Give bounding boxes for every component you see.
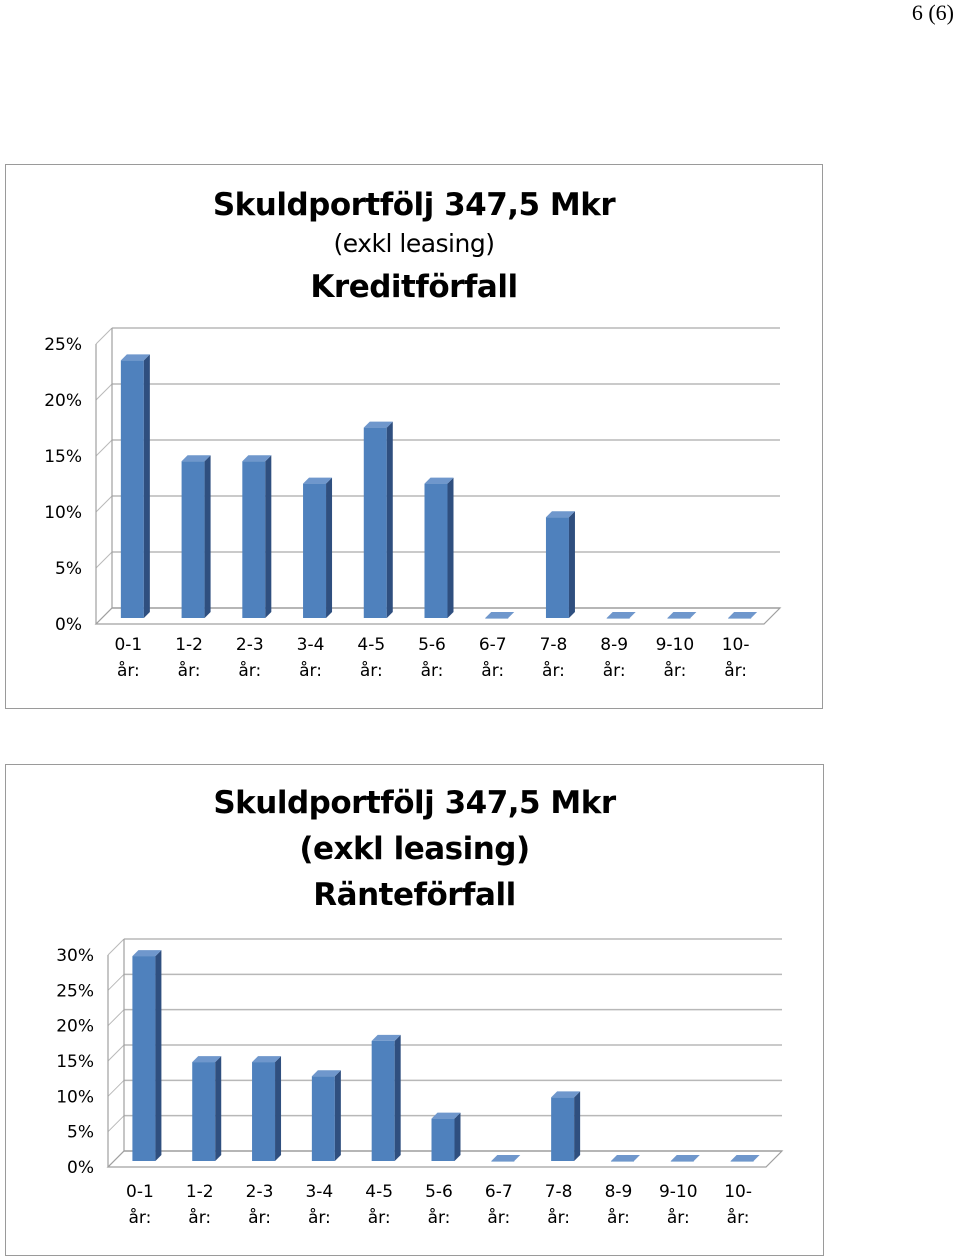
- x-tick-label: 0-1: [126, 1182, 154, 1202]
- x-tick-label-unit: år:: [367, 1208, 391, 1228]
- chart-plot-svg: [6, 165, 824, 710]
- bar-front: [252, 1062, 275, 1161]
- x-tick-label-unit: år:: [128, 1208, 152, 1228]
- gridline-depth: [108, 1116, 124, 1132]
- chart-title-line-2: (exkl leasing): [299, 831, 530, 867]
- bar-front: [182, 461, 205, 618]
- x-tick-label-unit: år:: [188, 1208, 212, 1228]
- chart-title-line-1: Skuldportfölj 347,5 Mkr: [212, 187, 616, 223]
- bar: [607, 612, 636, 619]
- y-tick-label: 0%: [55, 615, 82, 635]
- x-tick-label: 1-2: [185, 1182, 214, 1202]
- bar: [485, 612, 514, 619]
- y-tick-label: 20%: [56, 1016, 94, 1037]
- bar-front: [303, 484, 326, 618]
- x-tick-label: 2-3: [245, 1182, 274, 1202]
- bar-top: [611, 1155, 640, 1161]
- gridline-depth: [96, 440, 112, 456]
- bar-front: [607, 618, 630, 619]
- bar-front: [132, 956, 155, 1161]
- bar: [372, 1035, 401, 1161]
- bar-side: [569, 511, 575, 618]
- bar-top: [667, 612, 696, 618]
- y-tick-label: 5%: [55, 559, 82, 579]
- x-tick-label: 4-5: [357, 635, 386, 655]
- x-tick-label-unit: år:: [607, 1208, 630, 1228]
- y-tick-label: 30%: [56, 946, 94, 966]
- gridline-depth: [108, 974, 124, 990]
- y-tick-label: 5%: [67, 1122, 94, 1143]
- bar: [731, 1155, 760, 1162]
- bar: [132, 950, 161, 1161]
- bar-front: [611, 1161, 634, 1162]
- gridline-depth: [108, 1045, 124, 1061]
- x-tick-label-unit: år:: [666, 1208, 690, 1228]
- x-tick-label-unit: år:: [177, 661, 201, 681]
- bar-side: [326, 478, 332, 618]
- x-tick-label-unit: år:: [359, 661, 383, 681]
- bar-front: [551, 1097, 574, 1161]
- y-tick-label: 15%: [56, 1052, 94, 1072]
- bar-front: [372, 1041, 395, 1161]
- x-tick-label-unit: år:: [487, 1208, 511, 1228]
- x-tick-label-unit: år:: [420, 661, 444, 681]
- bar-front: [192, 1062, 215, 1161]
- bar: [312, 1070, 341, 1161]
- chart-plot-svg: [6, 765, 825, 1257]
- x-tick-label: 7-8: [539, 635, 568, 655]
- x-tick-label: 1-2: [175, 635, 203, 655]
- bar-front: [242, 461, 265, 618]
- x-tick-label: 3-4: [305, 1182, 334, 1202]
- x-tick-label-unit: år:: [248, 1208, 271, 1228]
- bar: [551, 1091, 580, 1161]
- y-tick-label: 10%: [56, 1087, 94, 1108]
- bar-front: [485, 618, 508, 619]
- bar-side: [387, 422, 393, 618]
- x-tick-label: 0-1: [114, 635, 143, 655]
- x-tick-label-unit: år:: [726, 1208, 750, 1228]
- bar-front: [728, 618, 751, 619]
- bar-top: [671, 1155, 700, 1161]
- bar-side: [574, 1091, 580, 1161]
- y-tick-label: 15%: [44, 447, 82, 467]
- bar-front: [312, 1076, 335, 1161]
- bar-side: [448, 478, 454, 618]
- x-tick-label: 10-: [724, 1182, 752, 1202]
- bar: [671, 1155, 700, 1162]
- bar: [364, 422, 393, 618]
- bar-front: [432, 1119, 455, 1161]
- bar-front: [121, 360, 144, 618]
- gridline-depth: [96, 552, 112, 568]
- y-tick-label: 20%: [44, 391, 82, 411]
- bar-front: [491, 1161, 514, 1162]
- chart-title-line-2: (exkl leasing): [333, 229, 495, 258]
- bar: [728, 612, 757, 619]
- bar: [121, 354, 150, 618]
- bar-front: [667, 618, 690, 619]
- chart-ranteforfall: [5, 764, 824, 1256]
- gridline-depth: [108, 939, 124, 955]
- bar-top: [607, 612, 636, 618]
- x-tick-label: 4-5: [365, 1182, 394, 1202]
- bar-top: [728, 612, 757, 618]
- page-number: 6 (6): [911, 0, 954, 25]
- gridline-depth: [108, 1010, 124, 1026]
- chart-title-line-3: Ränteförfall: [313, 877, 516, 913]
- x-tick-label-unit: år:: [116, 661, 140, 681]
- bar-side: [144, 354, 150, 618]
- bar: [182, 455, 211, 618]
- x-tick-label: 2-3: [235, 635, 264, 655]
- bar-front: [425, 484, 448, 618]
- bar: [667, 612, 696, 619]
- x-tick-label: 6-7: [484, 1182, 513, 1202]
- bar-side: [455, 1113, 461, 1161]
- x-tick-label: 5-6: [418, 635, 446, 655]
- bar: [252, 1056, 281, 1161]
- x-tick-label: 8-9: [604, 1182, 633, 1202]
- y-tick-label: 25%: [44, 335, 82, 355]
- bar-side: [215, 1056, 221, 1161]
- y-tick-label: 10%: [44, 503, 82, 523]
- bar-top: [485, 612, 514, 618]
- bar-front: [546, 517, 569, 618]
- bar: [432, 1113, 461, 1161]
- gridline-depth: [96, 384, 112, 400]
- x-tick-label: 7-8: [544, 1182, 573, 1202]
- chart-title-line-1: Skuldportfölj 347,5 Mkr: [213, 785, 616, 821]
- x-tick-label: 8-9: [600, 635, 629, 655]
- bar-top: [491, 1155, 520, 1161]
- gridline-depth: [96, 328, 112, 344]
- x-tick-label: 9-10: [658, 1182, 698, 1202]
- x-tick-label-unit: år:: [481, 661, 505, 681]
- gridline-depth: [96, 496, 112, 512]
- chart-kreditforfall: [5, 164, 823, 709]
- y-tick-label: 25%: [56, 981, 94, 1002]
- x-tick-label: 3-4: [296, 635, 325, 655]
- bar: [303, 478, 332, 618]
- bar-front: [364, 428, 387, 618]
- gridline-depth: [108, 1080, 124, 1096]
- bar-front: [731, 1161, 754, 1162]
- x-tick-label-unit: år:: [238, 661, 262, 681]
- x-tick-label: 9-10: [655, 635, 695, 655]
- chart-title-line-3: Kreditförfall: [310, 269, 518, 305]
- bar-side: [395, 1035, 401, 1161]
- bar: [192, 1056, 221, 1161]
- x-tick-label: 10-: [721, 635, 750, 655]
- bar-side: [205, 455, 211, 618]
- x-tick-label: 5-6: [425, 1182, 453, 1202]
- bar-front: [671, 1161, 694, 1162]
- bar: [491, 1155, 520, 1162]
- bar: [425, 478, 454, 618]
- x-tick-label-unit: år:: [547, 1208, 571, 1228]
- bar-top: [731, 1155, 760, 1161]
- x-tick-label-unit: år:: [602, 661, 626, 681]
- bar: [611, 1155, 640, 1162]
- x-tick-label-unit: år:: [307, 1208, 331, 1228]
- bar-side: [335, 1070, 341, 1161]
- bar-side: [155, 950, 161, 1161]
- x-tick-label-unit: år:: [724, 661, 748, 681]
- x-tick-label: 6-7: [478, 635, 507, 655]
- x-tick-label-unit: år:: [299, 661, 322, 681]
- bar: [242, 455, 271, 618]
- y-tick-label: 0%: [67, 1158, 94, 1178]
- bar: [546, 511, 575, 618]
- bar-side: [275, 1056, 281, 1161]
- x-tick-label-unit: år:: [427, 1208, 451, 1228]
- bar-side: [265, 455, 271, 618]
- x-tick-label-unit: år:: [542, 661, 565, 681]
- x-tick-label-unit: år:: [663, 661, 687, 681]
